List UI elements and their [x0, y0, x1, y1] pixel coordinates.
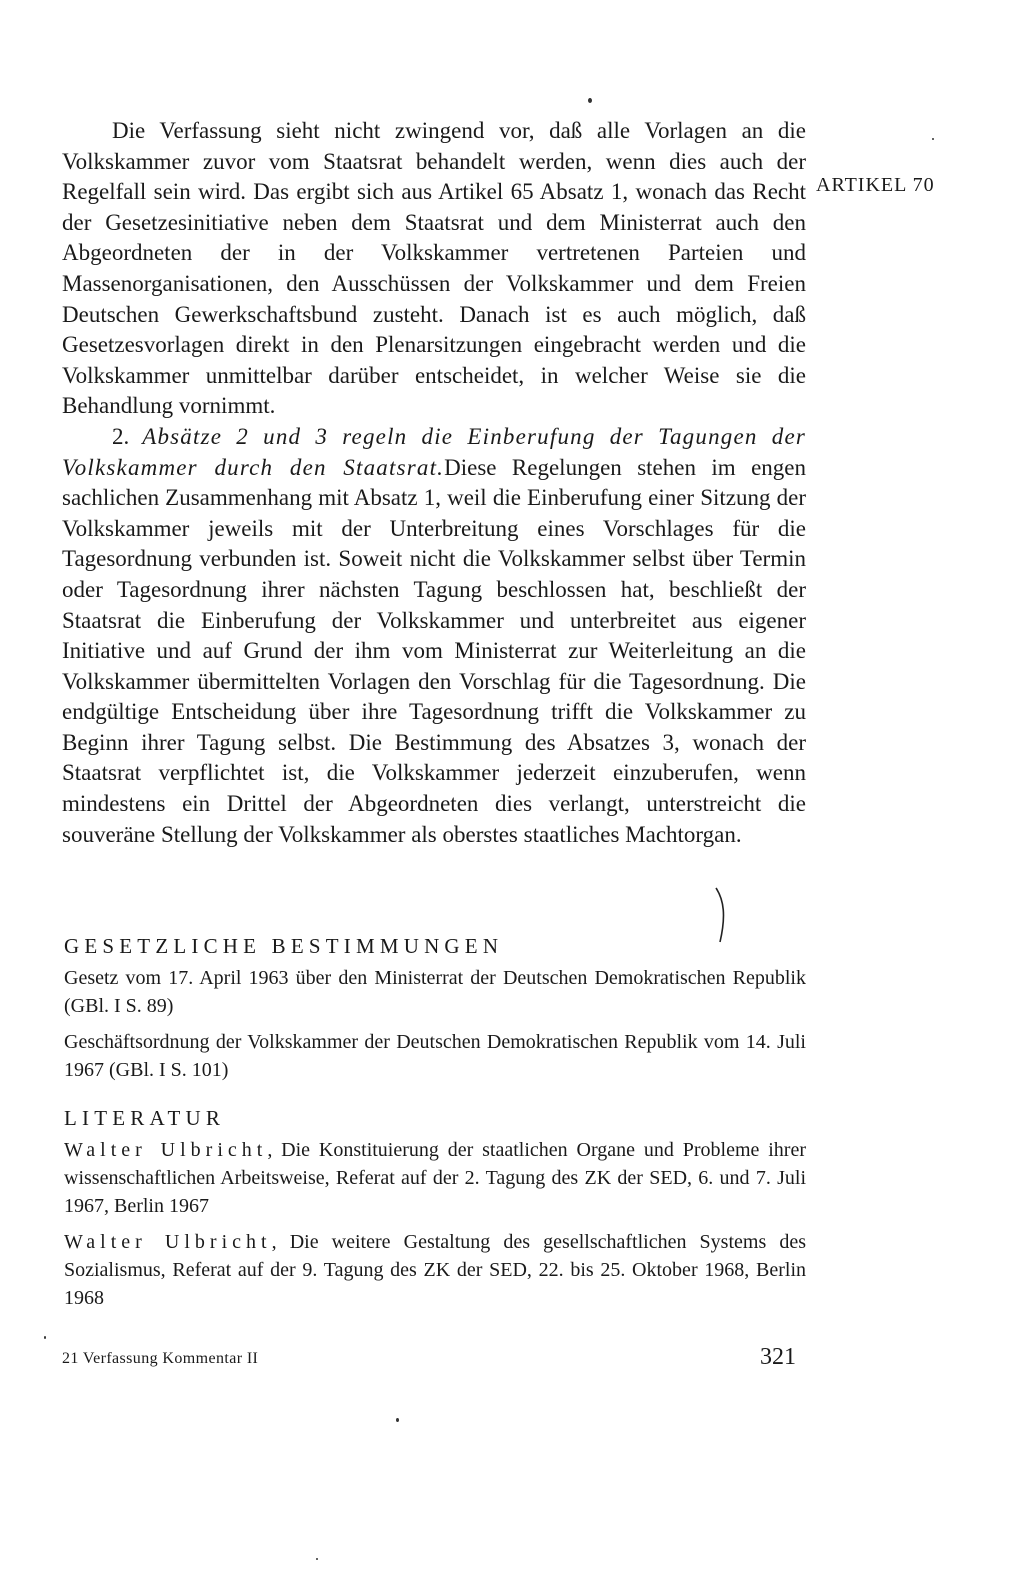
paragraph-2-italic-lead: Absätze 2 und 3 regeln die Einberufung der Tagungen der Volkskammer durch den Staatsrat.: [62, 423, 807, 480]
paragraph-2: [62, 422, 806, 850]
paragraph-1: Die Verfassung sieht nicht zwingend vor, daß alle Vorlagen an die Volkskammer zuvor vom Staatsrat behandelt werden, wenn dies auch der Regelfall sein wird. Das ergibt sich aus Artikel 65 Absatz 1, wonach das Recht der Gesetzesinitiative neben dem Staatsrat und dem Ministerrat auch den Abgeordneten der in der Volkskammer vertretenen Parteien und Massenorganisationen, den Ausschüssen der Volkskammer und dem Freien Deutschen Gewerkschaftsbund zusteht. Danach ist es auch möglich, daß Gesetzesvorlagen direkt in den Plenarsitzungen eingebracht werden und die Volkskammer unmittelbar darüber entscheidet, in welcher Weise sie die Behandlung vornimmt.: [62, 118, 806, 419]
literatur-list: [64, 1136, 806, 1320]
page-number: 321: [760, 1344, 796, 1370]
heading-gesetzliche-bestimmungen: GESETZLICHE BESTIMMUNGEN: [64, 934, 504, 958]
literatur-author: Walter Ulbricht: [64, 1231, 272, 1253]
footer-signature: 21 Verfassung Kommentar II: [62, 1350, 259, 1367]
paragraph-2-body: Diese Regelungen stehen im engen sachlichen Zusammenhang mit Absatz 1, weil die Einberufung einer Sitzung der Volkskammer jeweils mit der Unterbreitung eines Vorschlages für die Tagesordnung verbunden ist. Soweit nicht die Volkskammer selbst über Termin oder Tagesordnung ihrer nächsten Tagung beschlossen hat, beschließt der Staatsrat die Einberufung der Volkskammer und unterbreitet aus eigener Initiative und auf Grund der ihm vom Ministerrat zur Weiterleitung an die Volkskammer übermittelten Vorlagen den Vorschlag für die Tagesordnung. Die endgültige Entscheidung über ihre Tagesordnung trifft die Volkskammer zu Beginn ihrer Tagung selbst. Die Bestimmung des Absatzes 3, wonach der Staatsrat verpflichtet ist, die Volkskammer jederzeit einzuberufen, wenn mindestens ein Drittel der Abgeordneten dies verlangt, unterstreicht die souveräne Stellung der Volkskammer als oberstes staatliches Machtorgan.: [62, 454, 806, 847]
literatur-entry: [64, 1136, 806, 1220]
literatur-text: , Die weitere Gestaltung des gesellschaftlichen Systems des Sozialismus, Referat auf der 9. Tagung des ZK der SED, 22. bis 25. Oktober 1968, Berlin 1968: [64, 1231, 807, 1309]
literatur-entry: [64, 1228, 806, 1312]
gesetz-entry: Gesetz vom 17. April 1963 über den Ministerrat der Deutschen Demokratischen Republik (GBl. I S. 89): [64, 967, 806, 1017]
heading-literatur: LITERATUR: [64, 1106, 226, 1130]
gesetzliche-list: [64, 964, 806, 1092]
pen-stroke-mark: [712, 886, 732, 946]
margin-note-article: ARTIKEL 70: [816, 174, 935, 196]
main-body-text: [62, 116, 806, 850]
literatur-text: , Die Konstituierung der staatlichen Organe und Probleme ihrer wissenschaftlichen Arbeitsweise, Referat auf der 2. Tagung des ZK der SED, 6. und 7. Juli 1967, Berlin 1967: [64, 1139, 806, 1217]
literatur-author: Walter Ulbricht: [64, 1139, 268, 1161]
gesetz-entry: Geschäftsordnung der Volkskammer der Deutschen Demokratischen Republik vom 14. Juli 1967 (GBl. I S. 101): [64, 1031, 806, 1081]
paragraph-2-number: 2.: [112, 423, 130, 449]
